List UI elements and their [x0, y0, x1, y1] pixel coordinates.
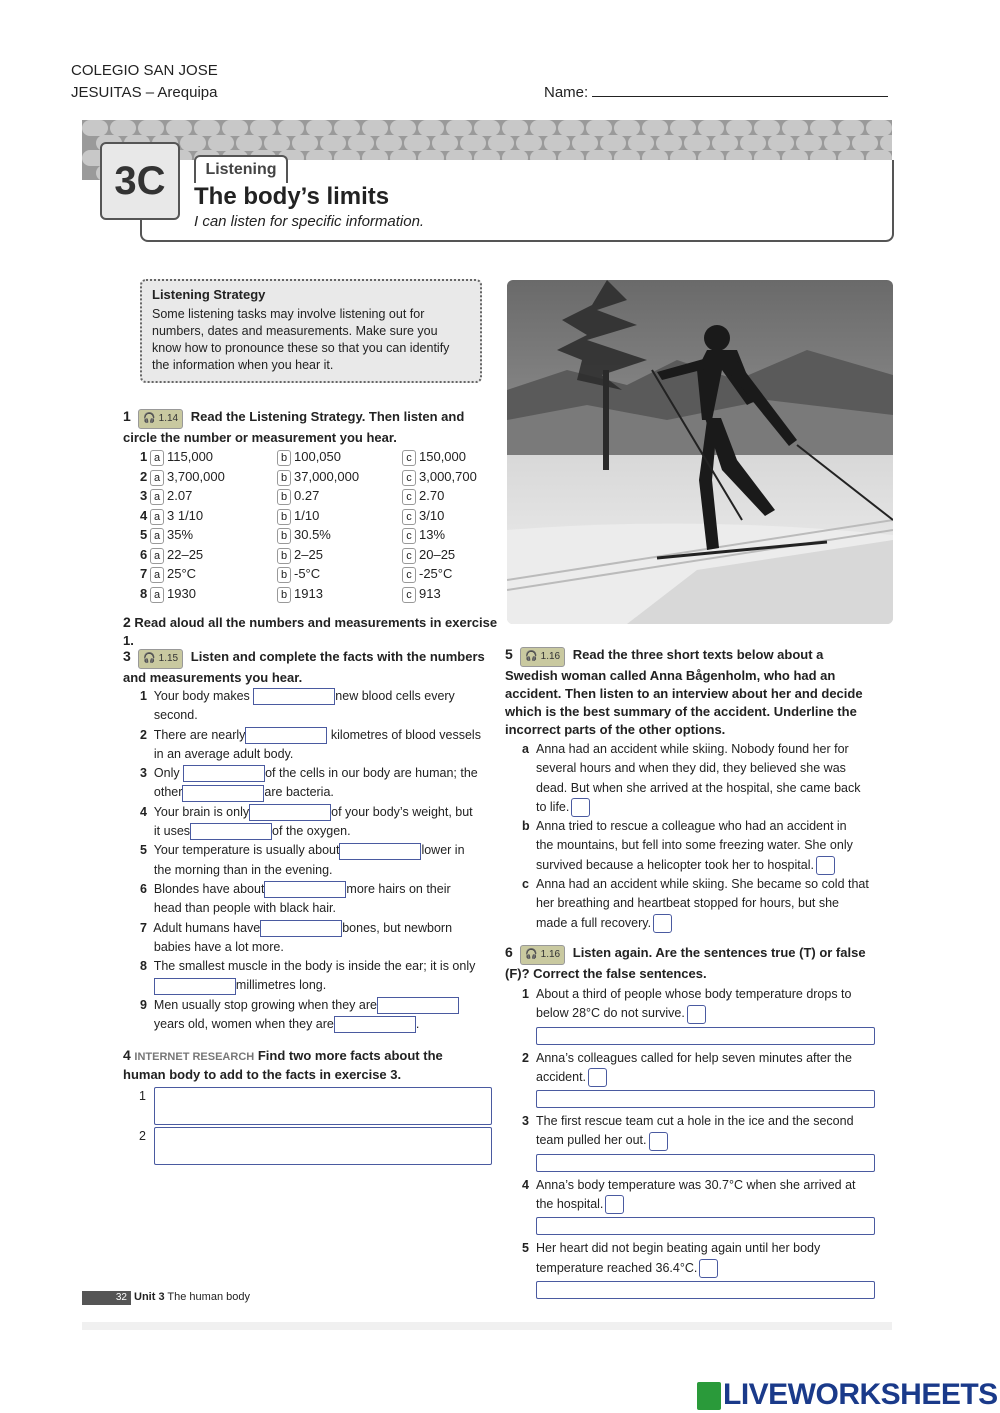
- liveworksheets-logo: [697, 1378, 998, 1412]
- option-value: 2.70: [419, 488, 445, 503]
- fact-item: 2 There are nearly kilometres of blood vessels in an average adult body.: [140, 727, 481, 761]
- option-letter: a: [150, 470, 164, 486]
- audio-1-14-icon[interactable]: 🎧 1.14: [138, 409, 183, 429]
- option-letter: c: [402, 489, 416, 505]
- banner-dot: [796, 135, 822, 151]
- banner-dot: [642, 120, 668, 136]
- banner-dot: [726, 120, 752, 136]
- banner-dot: [782, 120, 808, 136]
- exercise-1-text: Read the Listening Strategy. Then listen and circle the number or measurement you hear.: [123, 409, 465, 445]
- exercise-5-text: Read the three short texts below about a Swedish woman called Anna Bågenholm, who had an accident. Then listen to an interview about her and decide which is the best summary of the accident. Underline the incorrect parts of the other options.: [505, 647, 863, 737]
- option-row: [140, 486, 490, 506]
- option-value: 3 1/10: [167, 507, 204, 523]
- banner-dot: [572, 135, 598, 151]
- banner-dot: [866, 120, 892, 136]
- option-row: [140, 506, 490, 526]
- banner-dot: [306, 120, 332, 136]
- option-row: [140, 584, 490, 604]
- option-letter: a: [150, 548, 164, 564]
- exercise-3-text: Listen and complete the facts with the numbers and measurements you hear.: [123, 649, 485, 685]
- banner-dot: [82, 120, 108, 136]
- name-label: Name:: [544, 84, 589, 101]
- option-b[interactable]: [275, 447, 341, 467]
- skier-photo: [507, 280, 893, 624]
- banner-dot: [390, 120, 416, 136]
- option-b[interactable]: [275, 545, 323, 565]
- research-answer-2[interactable]: [154, 1127, 492, 1165]
- banner-dot: [236, 135, 262, 151]
- option-value: 1913: [294, 585, 323, 601]
- exercise-3-items: [140, 687, 490, 1034]
- option-letter: c: [402, 509, 416, 525]
- option-value: 13%: [419, 527, 446, 542]
- banner-dot: [544, 135, 570, 151]
- footer-divider: [82, 1322, 892, 1330]
- exercise-4-number: 4: [123, 1047, 131, 1063]
- item-text: below 28°C do not survive.: [536, 1006, 685, 1021]
- option-text: made a full recovery.: [536, 915, 652, 930]
- option-letter: c: [402, 548, 416, 564]
- correction-field[interactable]: [536, 1090, 875, 1108]
- item-text: The first rescue team cut a hole in the ice and the second: [536, 1114, 854, 1129]
- banner-dot: [768, 135, 794, 151]
- option-letter: b: [277, 450, 291, 466]
- tf-answer-box[interactable]: [699, 1259, 718, 1278]
- banner-dot: [446, 120, 472, 136]
- option-letter: a: [150, 450, 164, 466]
- banner-dot: [670, 120, 696, 136]
- option-letter: a: [150, 587, 164, 603]
- fact-item: 3 Only of the cells in our body are human; the other are bacteria.: [140, 764, 490, 803]
- unit-tag: 3C: [100, 142, 180, 220]
- school-name: COLEGIO SAN JOSE: [71, 62, 218, 79]
- research-line-number: 2: [139, 1129, 146, 1143]
- banner-dot: [852, 135, 878, 151]
- lesson-banner: [82, 120, 892, 242]
- summary-option: [522, 875, 882, 933]
- research-answer-1[interactable]: [154, 1087, 492, 1125]
- option-value: 3,000,700: [419, 468, 477, 484]
- option-letter: a: [150, 567, 164, 583]
- option-text: Anna had an accident while skiing. Nobody found her for: [536, 742, 849, 756]
- option-number: 7: [140, 566, 148, 581]
- strategy-text: Some listening tasks may involve listening out for numbers, dates and measurements. Make sure you know how to pronounce these so that you can identify the information when you hear it.: [152, 307, 450, 372]
- item-text: temperature reached 36.4°C.: [536, 1260, 698, 1275]
- answer-checkbox[interactable]: [653, 914, 672, 933]
- option-c[interactable]: [400, 486, 444, 506]
- banner-dot: [334, 120, 360, 136]
- answer-blank[interactable]: [245, 727, 327, 744]
- option-value: 22–25: [167, 546, 204, 562]
- item-number: 2: [522, 1050, 529, 1065]
- option-value: 1930: [167, 585, 196, 601]
- option-letter: c: [402, 528, 416, 544]
- banner-dot: [614, 120, 640, 136]
- answer-blank[interactable]: [154, 978, 236, 995]
- exercise-6-instruction: [505, 943, 875, 983]
- listening-strategy-box: [140, 279, 482, 383]
- item-text: Anna’s body temperature was 30.7°C when she arrived at: [536, 1177, 856, 1192]
- tf-answer-box[interactable]: [687, 1005, 706, 1024]
- banner-dot: [810, 120, 836, 136]
- exercise-2-number: 2: [123, 614, 131, 630]
- exercise-6-number: 6: [505, 944, 513, 960]
- answer-blank[interactable]: [377, 997, 459, 1014]
- option-c[interactable]: [400, 545, 455, 565]
- option-a[interactable]: [148, 467, 225, 487]
- option-value: -5°C: [294, 566, 321, 581]
- answer-blank[interactable]: [253, 688, 335, 705]
- option-value: 2.07: [167, 488, 193, 503]
- option-value: 25°C: [167, 566, 197, 581]
- item-text: accident.: [536, 1069, 587, 1084]
- option-letter: c: [522, 877, 529, 892]
- banner-dot: [754, 120, 780, 136]
- banner-dot: [740, 135, 766, 151]
- answer-checkbox[interactable]: [571, 798, 590, 817]
- option-b[interactable]: [275, 564, 320, 584]
- option-letter: c: [402, 450, 416, 466]
- audio-1-15-icon[interactable]: 🎧 1.15: [138, 649, 183, 669]
- item-text: Her heart did not begin beating again until her body: [536, 1241, 821, 1256]
- answer-blank[interactable]: [190, 823, 272, 840]
- banner-dot: [586, 120, 612, 136]
- strategy-title: Listening Strategy: [152, 287, 266, 302]
- option-text: her breathing and heartbeat stopped for hours, but she: [536, 896, 839, 911]
- option-number: 8: [140, 585, 148, 601]
- option-letter: c: [402, 567, 416, 583]
- option-letter: b: [277, 528, 291, 544]
- option-a[interactable]: [148, 525, 193, 545]
- banner-dot: [656, 135, 682, 151]
- tf-answer-box[interactable]: [588, 1068, 607, 1087]
- option-letter: a: [522, 742, 529, 756]
- exercise-2-text: Read aloud all the numbers and measurements in exercise 1.: [123, 615, 498, 648]
- banner-dot: [530, 120, 556, 136]
- true-false-item: [522, 1239, 877, 1299]
- banner-dot: [432, 135, 458, 151]
- fact-item: 1 Your body makes new blood cells every second.: [140, 689, 455, 723]
- banner-dot: [488, 135, 514, 151]
- audio-track-label: 1.16: [540, 949, 561, 960]
- answer-blank[interactable]: [334, 1016, 416, 1033]
- option-value: 37,000,000: [294, 468, 360, 484]
- option-number: 6: [140, 546, 148, 562]
- option-value: 913: [419, 585, 441, 601]
- item-text: team pulled her out.: [536, 1133, 647, 1148]
- exercise-5-options: [522, 740, 882, 933]
- banner-dot: [376, 135, 402, 151]
- banner-dot: [698, 120, 724, 136]
- banner-dot: [628, 135, 654, 151]
- banner-dot: [278, 120, 304, 136]
- option-text: several hours and when they did, they believed she was: [536, 761, 846, 776]
- exercise-3-number: 3: [123, 648, 131, 664]
- exercise-6-text: Listen again. Are the sentences true (T) or false (F)? Correct the false sentences.: [505, 945, 866, 981]
- item-number: 5: [522, 1241, 529, 1256]
- exercise-1-instruction: [123, 407, 488, 447]
- option-value: 2–25: [294, 546, 323, 562]
- option-c[interactable]: [400, 525, 445, 545]
- fact-item: 4 Your brain is only of your body’s weight, but it uses of the oxygen.: [140, 803, 490, 842]
- option-row: [140, 525, 490, 545]
- option-letter: b: [277, 587, 291, 603]
- correction-field[interactable]: [536, 1217, 875, 1235]
- option-a[interactable]: [148, 447, 213, 467]
- banner-dot: [110, 120, 136, 136]
- option-value: -25°C: [419, 566, 453, 581]
- option-number: 5: [140, 527, 148, 542]
- option-b[interactable]: [275, 467, 359, 487]
- banner-dot: [460, 135, 486, 151]
- item-number: 4: [522, 1177, 529, 1192]
- option-number: 2: [140, 468, 148, 484]
- banner-dot: [264, 135, 290, 151]
- option-letter: a: [150, 528, 164, 544]
- exercise-3-instruction: [123, 647, 488, 687]
- option-letter: b: [277, 548, 291, 564]
- tf-answer-box[interactable]: [649, 1132, 668, 1151]
- banner-dot: [138, 120, 164, 136]
- exercise-6-items: [522, 985, 877, 1303]
- audio-1-16-icon[interactable]: 🎧 1.16: [520, 647, 565, 667]
- option-value: 1/10: [294, 507, 320, 523]
- banner-dot: [600, 135, 626, 151]
- fact-item: 9 Men usually stop growing when they are years old, women when they are .: [140, 996, 490, 1035]
- lesson-subtitle: I can listen for specific information.: [194, 213, 425, 230]
- option-value: 3/10: [419, 507, 445, 523]
- audio-1-16-icon[interactable]: 🎧 1.16: [520, 945, 565, 965]
- option-value: 20–25: [419, 546, 456, 562]
- option-letter: b: [277, 489, 291, 505]
- correction-field[interactable]: [536, 1281, 875, 1299]
- option-c[interactable]: [400, 447, 466, 467]
- banner-dot: [516, 135, 542, 151]
- option-value: 0.27: [294, 488, 320, 503]
- banner-dot: [180, 135, 206, 151]
- name-underline[interactable]: [592, 82, 888, 97]
- option-letter: b: [522, 819, 530, 834]
- option-b[interactable]: [275, 486, 319, 506]
- tf-answer-box[interactable]: [605, 1195, 624, 1214]
- exercise-2-instruction: [123, 613, 498, 650]
- option-row: [140, 447, 490, 467]
- correction-field[interactable]: [536, 1154, 875, 1172]
- true-false-item: [522, 1112, 877, 1172]
- audio-track-label: 1.16: [540, 651, 561, 662]
- option-a[interactable]: [148, 506, 203, 526]
- option-letter: b: [277, 470, 291, 486]
- option-text: Anna had an accident while skiing. She became so cold that: [536, 877, 869, 892]
- banner-dot: [222, 120, 248, 136]
- option-c[interactable]: [400, 564, 452, 584]
- school-location: JESUITAS – Arequipa: [71, 84, 218, 101]
- option-text: the mountains, but fell into some freezing water. She only: [536, 838, 853, 853]
- exercise-1-number: 1: [123, 408, 131, 424]
- option-letter: c: [402, 470, 416, 486]
- answer-blank[interactable]: [260, 920, 342, 937]
- answer-blank[interactable]: [264, 881, 346, 898]
- banner-dot: [194, 120, 220, 136]
- true-false-item: [522, 1049, 877, 1109]
- option-row: [140, 564, 490, 584]
- option-value: 100,050: [294, 449, 341, 464]
- option-number: 1: [140, 449, 148, 464]
- answer-blank[interactable]: [183, 765, 265, 782]
- research-line-number: 1: [139, 1089, 146, 1103]
- banner-dot: [292, 135, 318, 151]
- option-a[interactable]: [148, 564, 196, 584]
- summary-option: [522, 740, 882, 817]
- lesson-title: The body’s limits: [194, 183, 390, 210]
- banner-dot: [474, 120, 500, 136]
- option-text: dead. But when she arrived at the hospital, she came back: [536, 780, 861, 795]
- banner-dot: [838, 120, 864, 136]
- correction-field[interactable]: [536, 1027, 875, 1045]
- exercise-4-text: Find two more facts about the human body to add to the facts in exercise 3.: [123, 1048, 443, 1082]
- option-row: [140, 467, 490, 487]
- option-b[interactable]: [275, 525, 331, 545]
- internet-research-label: INTERNET RESEARCH: [134, 1051, 255, 1063]
- answer-blank[interactable]: [182, 785, 264, 802]
- option-row: [140, 545, 490, 565]
- answer-blank[interactable]: [249, 804, 331, 821]
- option-c[interactable]: [400, 506, 444, 526]
- banner-dot: [404, 135, 430, 151]
- true-false-item: [522, 985, 877, 1045]
- banner-dot: [824, 135, 850, 151]
- option-number: 4: [140, 507, 148, 523]
- exercise-4-instruction: [123, 1046, 488, 1084]
- banner-dot: [250, 120, 276, 136]
- audio-track-label: 1.14: [158, 413, 179, 424]
- option-value: 35%: [167, 527, 194, 542]
- item-text: the hospital.: [536, 1197, 604, 1212]
- option-a[interactable]: [148, 584, 196, 604]
- true-false-item: [522, 1176, 877, 1236]
- summary-option: [522, 817, 882, 875]
- item-number: 3: [522, 1114, 529, 1129]
- name-field[interactable]: [544, 82, 888, 101]
- banner-dot: [166, 120, 192, 136]
- option-value: 30.5%: [294, 527, 331, 542]
- fact-item: 8 The smallest muscle in the body is inside the ear; it is only millimetres long.: [140, 957, 490, 996]
- option-text: to life.: [536, 799, 570, 814]
- option-value: 150,000: [419, 449, 466, 464]
- banner-dot: [320, 135, 346, 151]
- option-letter: c: [402, 587, 416, 603]
- item-number: 1: [522, 987, 529, 1001]
- option-letter: b: [277, 567, 291, 583]
- option-c[interactable]: [400, 467, 477, 487]
- banner-dot: [684, 135, 710, 151]
- option-letter: a: [150, 509, 164, 525]
- option-letter: b: [277, 509, 291, 525]
- footer-unit: Unit 3 The human body: [134, 1291, 250, 1303]
- option-a[interactable]: [148, 545, 203, 565]
- banner-dot: [558, 120, 584, 136]
- section-tab: Listening: [194, 155, 288, 183]
- banner-dot: [880, 135, 892, 151]
- option-text: Anna tried to rescue a colleague who had an accident in: [536, 819, 847, 834]
- brand-name: LIVEWORKSHEETS: [723, 1378, 998, 1411]
- option-a[interactable]: [148, 486, 192, 506]
- option-value: 3,700,000: [167, 468, 225, 484]
- option-text: survived because a helicopter took her to hospital.: [536, 857, 814, 872]
- exercise-5-number: 5: [505, 646, 513, 662]
- exercise-5-instruction: [505, 645, 870, 739]
- fact-item: 5 Your temperature is usually about lower in the morning than in the evening.: [140, 843, 465, 877]
- school-header: [71, 60, 218, 104]
- option-letter: a: [150, 489, 164, 505]
- logo-badge-icon: [697, 1382, 721, 1410]
- fact-item: 7 Adult humans have bones, but newborn babies have a lot more.: [140, 920, 453, 954]
- banner-dot: [502, 120, 528, 136]
- banner-dot: [208, 135, 234, 151]
- answer-blank[interactable]: [339, 843, 421, 860]
- option-c[interactable]: [400, 584, 441, 604]
- audio-track-label: 1.15: [158, 653, 179, 664]
- answer-checkbox[interactable]: [816, 856, 835, 875]
- option-b[interactable]: [275, 584, 323, 604]
- banner-dot: [362, 120, 388, 136]
- option-number: 3: [140, 488, 148, 503]
- page-number: 32: [82, 1291, 131, 1305]
- banner-dot: [712, 135, 738, 151]
- option-b[interactable]: [275, 506, 319, 526]
- exercise-1-options: [140, 447, 490, 603]
- item-text: About a third of people whose body temperature drops to: [536, 987, 852, 1001]
- banner-dot: [348, 135, 374, 151]
- banner-dot: [418, 120, 444, 136]
- item-text: Anna’s colleagues called for help seven minutes after the: [536, 1050, 852, 1065]
- option-value: 115,000: [167, 449, 214, 464]
- fact-item: 6 Blondes have about more hairs on their head than people with black hair.: [140, 881, 451, 916]
